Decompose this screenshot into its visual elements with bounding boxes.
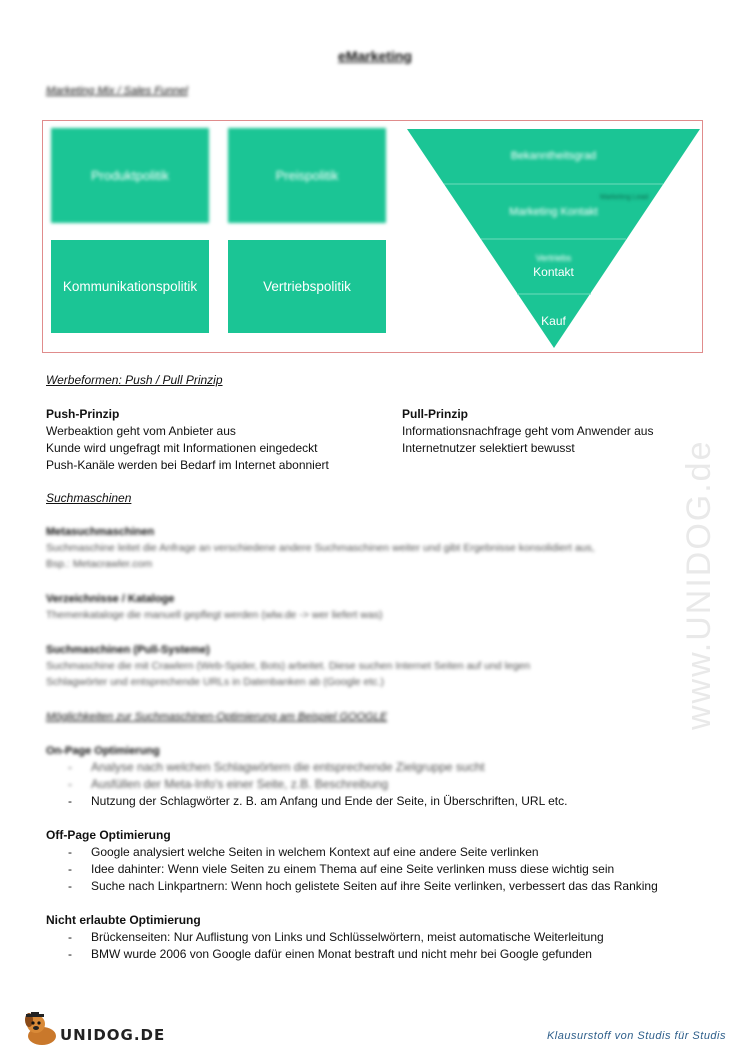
onpage-block — [46, 743, 716, 810]
meta-line: Suchmaschine leitet die Anfrage an verschiedene andere Suchmaschinen weiter und gibt Ergebnisse konsolidiert aus, — [46, 542, 595, 554]
meta-title: Metasuchmaschinen — [46, 526, 155, 538]
pull-line: Internetnutzer selektiert bewusst — [402, 441, 575, 455]
onpage-item-text: Ausfüllen der Meta-Info's einer Seite, z.B. Beschreibung — [91, 777, 389, 791]
section-heading-suchmaschinen: Suchmaschinen — [46, 491, 132, 505]
nicht-erlaubt-item-text: Brückenseiten: Nur Auflistung von Links und Schlüsselwörtern, meist automatische Weiterleitung — [91, 930, 604, 944]
mix-label-produktpolitik: Produktpolitik — [90, 168, 170, 183]
watermark-text: www.UNIDOG.de — [680, 439, 718, 730]
pull-line: Informationsnachfrage geht vom Anwender aus — [402, 424, 654, 438]
onpage-item-text: Nutzung der Schlagwörter z. B. am Anfang und Ende der Seite, in Überschriften, URL etc. — [91, 794, 568, 808]
mix-label-vertriebspolitik: Vertriebspolitik — [263, 279, 351, 294]
onpage-item-text: Analyse nach welchen Schlagwörtern die entsprechende Zielgruppe sucht — [91, 760, 485, 774]
pull-systeme-block — [46, 642, 706, 690]
offpage-title: Off-Page Optimierung — [46, 828, 171, 842]
footer-brand: UNIDOG.DE — [60, 1026, 166, 1044]
nicht-erlaubt-item — [46, 929, 716, 946]
diagram-subtitle: Marketing Mix / Sales Funnel — [46, 85, 188, 97]
funnel-level-bekanntheitsgrad: Bekanntheitsgrad — [510, 150, 597, 162]
dog-logo-icon — [22, 1012, 62, 1048]
footer-tagline: Klausurstoff von Studis für Studis — [546, 1030, 726, 1042]
pull-prinzip-block — [402, 406, 702, 457]
onpage-title: On-Page Optimierung — [46, 745, 160, 757]
offpage-item — [46, 878, 716, 895]
meta-line: Bsp.: Metacrawler.com — [46, 558, 153, 570]
push-line: Werbeaktion geht vom Anbieter aus — [46, 424, 236, 438]
onpage-item — [46, 759, 716, 776]
offpage-item — [46, 861, 716, 878]
verzeichnisse-title: Verzeichnisse / Kataloge — [46, 593, 175, 605]
pull-title: Pull-Prinzip — [402, 407, 468, 421]
push-prinzip-block — [46, 406, 386, 474]
funnel-level-kontakt: Kontakt — [533, 265, 574, 279]
pull-systeme-line: Suchmaschine die mit Crawlern (Web-Spider, Bots) arbeitet. Diese suchen Internet Seiten auf und legen — [46, 660, 531, 672]
mix-box-preispolitik — [228, 128, 386, 223]
mix-box-kommunikationspolitik — [51, 240, 209, 333]
section-heading-werbeformen: Werbeformen: Push / Pull Prinzip — [46, 373, 223, 387]
onpage-item — [46, 793, 716, 810]
mix-label-preispolitik: Preispolitik — [275, 168, 339, 183]
nicht-erlaubt-title: Nicht erlaubte Optimierung — [46, 913, 201, 927]
pull-systeme-title: Suchmaschinen (Pull-Systeme) — [46, 644, 210, 656]
verzeichnisse-block — [46, 591, 706, 623]
push-line: Kunde wird ungefragt mit Informationen eingedeckt — [46, 441, 318, 455]
watermark — [680, 290, 720, 730]
offpage-item — [46, 844, 716, 861]
offpage-item-text: Google analysiert welche Seiten in welchem Kontext auf eine andere Seite verlinken — [91, 845, 539, 859]
mix-box-vertriebspolitik — [228, 240, 386, 333]
onpage-item — [46, 776, 716, 793]
section-heading-optimierung: Möglichkeiten zur Suchmaschinen-Optimierung am Beispiel GOOGLE — [46, 711, 388, 723]
mix-label-kommunikationspolitik: Kommunikationspolitik — [62, 279, 198, 294]
mix-box-produktpolitik — [51, 128, 209, 223]
metasuchmaschinen-block — [46, 524, 706, 572]
funnel-level-marketing-kontakt: Marketing Kontakt — [509, 206, 598, 218]
offpage-item-text: Suche nach Linkpartnern: Wenn hoch gelistete Seiten auf ihre Seite verlinken, verbessert das das Ranking — [91, 879, 658, 893]
funnel-note-marketing-lead: Marketing Lead — [600, 194, 649, 201]
offpage-item-text: Idee dahinter: Wenn viele Seiten zu einem Thema auf eine Seite verlinken muss diese wichtig sein — [91, 862, 615, 876]
pull-systeme-line: Schlagwörter und entsprechende URLs in Datenbanken ab (Google etc.) — [46, 676, 384, 688]
nicht-erlaubt-item-text: BMW wurde 2006 von Google dafür einen Monat bestraft und nicht mehr bei Google gefunden — [91, 947, 592, 961]
nicht-erlaubt-block — [46, 912, 716, 963]
offpage-block — [46, 827, 716, 895]
push-title: Push-Prinzip — [46, 407, 120, 421]
page-title: eMarketing — [338, 48, 412, 64]
funnel-level-vertriebs: Vertriebs — [535, 253, 572, 263]
verzeichnisse-line: Themenkataloge die manuell gepflegt werden (wlw.de -> wer liefert was) — [46, 609, 383, 621]
funnel-level-kauf: Kauf — [541, 314, 566, 328]
nicht-erlaubt-item — [46, 946, 716, 963]
push-line: Push-Kanäle werden bei Bedarf im Internet abonniert — [46, 458, 329, 472]
